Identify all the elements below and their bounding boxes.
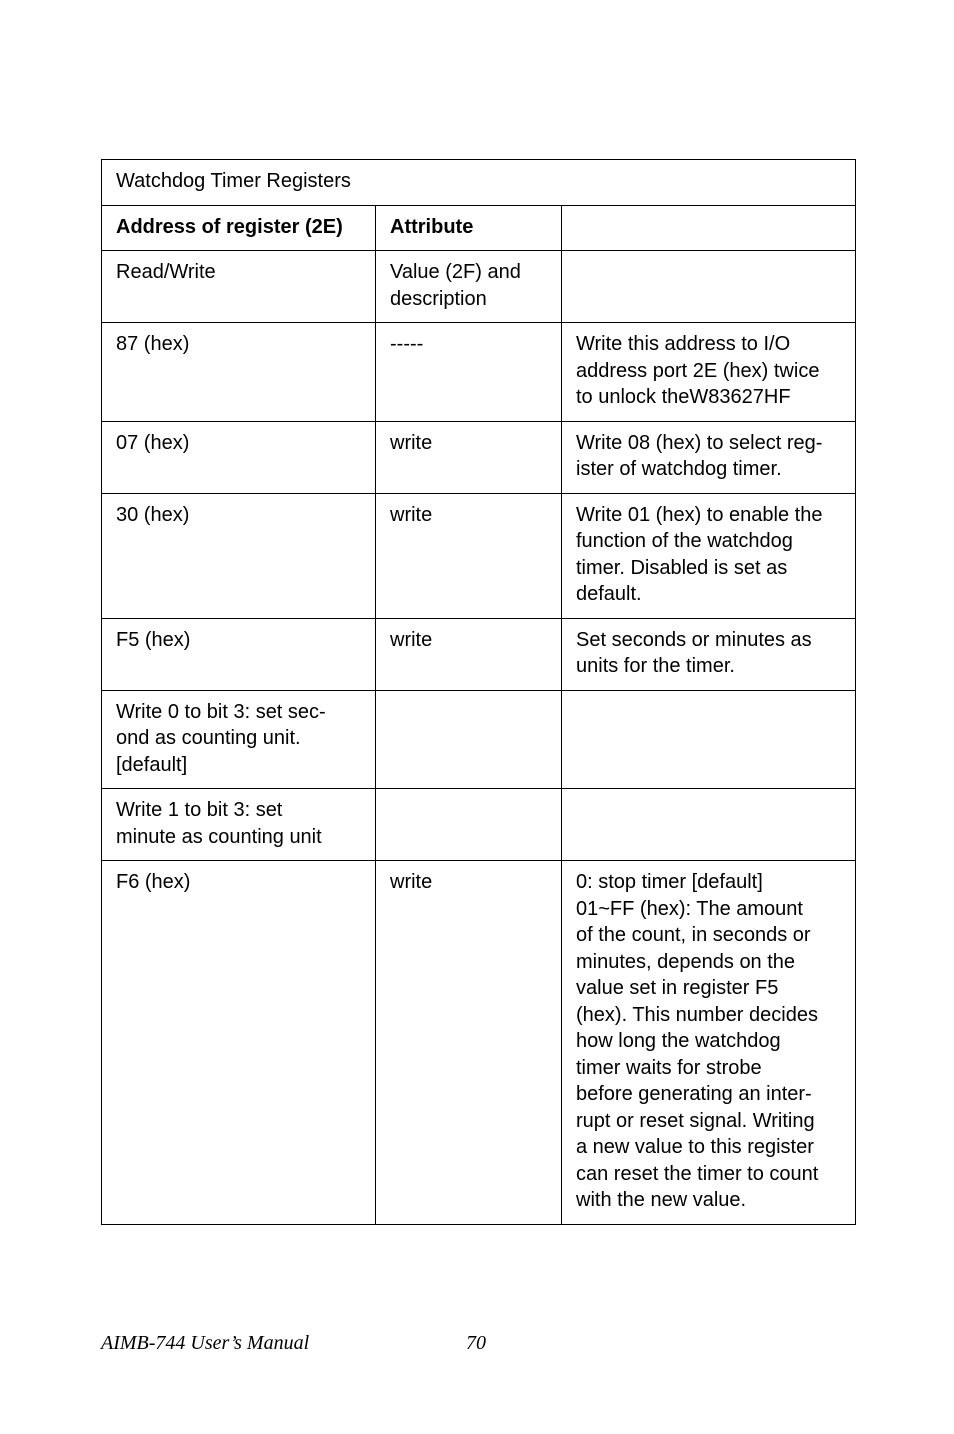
- row-cell-description: Set seconds or minutes as units for the timer.: [562, 618, 856, 690]
- table-row: [102, 690, 856, 789]
- row-cell-attribute: write: [376, 421, 562, 493]
- row-cell-description: Write this address to I/O address port 2E (hex) twice to unlock theW83627HF: [562, 323, 856, 422]
- row-cell-description: [562, 251, 856, 323]
- header-description: [562, 205, 856, 251]
- row-cell-address: F5 (hex): [102, 618, 376, 690]
- row-cell-address: F6 (hex): [102, 861, 376, 1225]
- row-cell-address: Write 1 to bit 3: set minute as counting unit: [102, 789, 376, 861]
- header-attribute: Attribute: [376, 205, 562, 251]
- table-row: [102, 789, 856, 861]
- footer-page-number: 70: [466, 1332, 486, 1354]
- table-row: [102, 323, 856, 422]
- row-cell-attribute: Value (2F) and description: [376, 251, 562, 323]
- row-cell-description: [562, 690, 856, 789]
- watchdog-register-table: [101, 159, 856, 1225]
- table-header-row: [102, 205, 856, 251]
- table-row: [102, 421, 856, 493]
- row-cell-address: 30 (hex): [102, 493, 376, 618]
- row-cell-description: Write 01 (hex) to enable the function of the watchdog timer. Disabled is set as default.: [562, 493, 856, 618]
- row-cell-description: 0: stop timer [default] 01~FF (hex): The amount of the count, in seconds or minutes, depends on the value set in register F5 (hex). This number decides how long the watchdog timer waits for strobe before generating an inter- rupt or reset signal. Writing a new value to this register can reset the timer to count with the new value.: [562, 861, 856, 1225]
- row-cell-attribute: write: [376, 618, 562, 690]
- table-row: [102, 618, 856, 690]
- row-cell-description: [562, 789, 856, 861]
- row-cell-address: 87 (hex): [102, 323, 376, 422]
- row-cell-description: Write 08 (hex) to select reg- ister of watchdog timer.: [562, 421, 856, 493]
- table-title-row: [102, 160, 856, 206]
- table-row: [102, 493, 856, 618]
- row-cell-address: 07 (hex): [102, 421, 376, 493]
- footer-manual-title: AIMB-744 User’s Manual: [101, 1332, 310, 1354]
- header-address: Address of register (2E): [102, 205, 376, 251]
- row-cell-attribute: [376, 789, 562, 861]
- row-cell-address: Write 0 to bit 3: set sec- ond as counting unit. [default]: [102, 690, 376, 789]
- table-row: [102, 251, 856, 323]
- table-row: [102, 861, 856, 1225]
- row-cell-attribute: -----: [376, 323, 562, 422]
- row-cell-attribute: write: [376, 861, 562, 1225]
- table-title: Watchdog Timer Registers: [102, 160, 856, 206]
- row-cell-attribute: write: [376, 493, 562, 618]
- row-cell-address: Read/Write: [102, 251, 376, 323]
- row-cell-attribute: [376, 690, 562, 789]
